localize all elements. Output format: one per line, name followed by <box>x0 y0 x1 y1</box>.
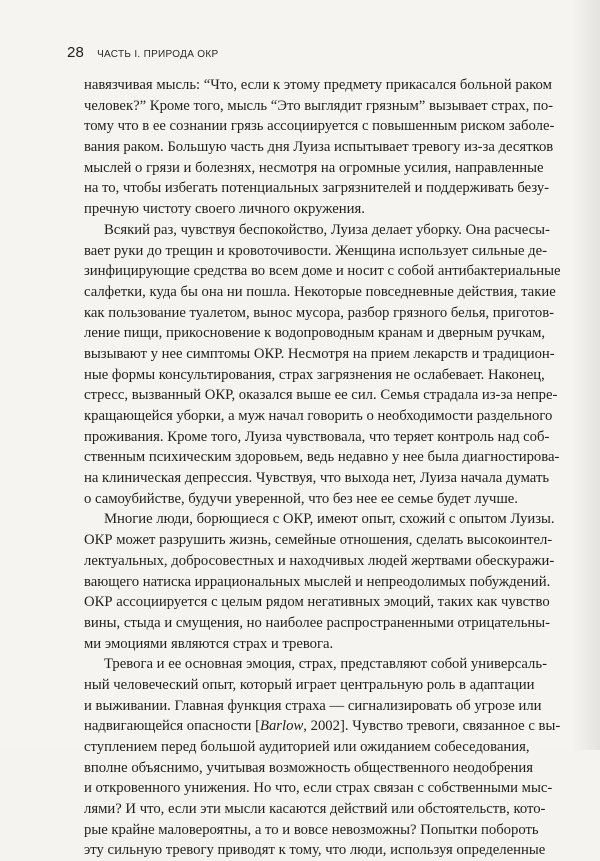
text-line: и откровенного унижения. Но что, если страх связан с собственными мыс- <box>84 780 553 797</box>
text-segment: , 2002]. Чувство тревоги, связанное с вы- <box>303 718 561 735</box>
text-line: салфетки, куда бы она ни пошла. Некоторые повседневные действия, такие <box>84 283 556 300</box>
text-line: зинфицирующие средства во всем доме и носит с собой антибактериальные <box>84 263 561 280</box>
text-line: навязчивая мысль: “Что, если к этому предмету прикасался больной раком <box>84 77 552 93</box>
text-line: вает руки до трещин и кровоточивости. Женщина использует сильные де- <box>84 242 548 259</box>
text-line: на клиническая депрессия. Чувствуя, что выхода нет, Луиза начала думать <box>84 470 550 487</box>
chapter-title: ЧАСТЬ I. ПРИРОДА ОКР <box>97 49 219 60</box>
text-line: рые крайне маловероятны, а то и вовсе невозможны? Попытки побороть <box>84 821 539 838</box>
text-line: ные формы консультирования, страх загрязнения не ослабевает. Наконец, <box>84 366 545 383</box>
text-line: вающего натиска иррациональных мыслей и непреодолимых побуждений. <box>84 573 551 590</box>
body-text <box>84 75 561 861</box>
text-line: вполне объяснимо, учитывая возможность общественного неодобрения <box>84 759 533 776</box>
text-line: лями? И что, если эти мысли касаются действий или обстоятельств, кото- <box>84 801 546 818</box>
text-line: Тревога и ее основная эмоция, страх, представляют собой универсаль- <box>104 656 547 673</box>
text-line: тому что в ее сознании грязь ассоциируется с повышенным риском заболе- <box>84 118 555 135</box>
citation-author: Barlow <box>259 718 304 735</box>
text-line: ный человеческий опыт, который играет центральную роль в адаптации <box>84 676 535 693</box>
text-segment: надвигающейся опасности [ <box>84 718 260 735</box>
text-line: ми эмоциями являются страх и тревога. <box>84 635 334 652</box>
running-head <box>67 44 218 68</box>
text-line: и выживании. Главная функция страха — сигнализировать об угрозе или <box>84 697 542 714</box>
text-line: кращающейся уборки, а муж начал говорить о необходимости раздельного <box>84 408 553 424</box>
page-gutter-shadow <box>572 0 600 750</box>
text-line: ление пищи, прикосновение к водопроводным кранам и дверным ручкам, <box>84 325 546 342</box>
text-line: ОКР может разрушить жизнь, семейные отношения, сделать высокоинтел- <box>84 532 553 549</box>
text-line: вания раком. Большую часть дня Луиза испытывает тревогу из-за десятков <box>84 139 554 156</box>
text-line: Многие люди, борющиеся с ОКР, имеют опыт, схожий с опытом Луизы. <box>104 511 555 528</box>
text-line: человек?” Кроме того, мысль “Это выглядит грязным” вызывает страх, по- <box>84 97 554 114</box>
text-line: ОКР ассоциируется с целым рядом негативных эмоций, таких как чувство <box>84 594 550 611</box>
page-number: 28 <box>67 44 85 61</box>
text-line: о самоубийстве, будучи уверенной, что без нее ее семье будет лучше. <box>84 490 518 507</box>
text-line: на то, чтобы избегать потенциальных загрязнителей и поддерживать безу- <box>84 180 550 197</box>
text-line: пречную чистоту своего личного окружения. <box>84 201 365 218</box>
text-line: эту сильную тревогу приводят к тому, что люди, используя определенные <box>84 842 546 859</box>
text-line: лектуальных, добросовестных и находчивых людей жертвами обескуражи- <box>84 552 555 569</box>
text-line: как пользование туалетом, вынос мусора, разбор грязного белья, приготов- <box>84 304 555 321</box>
text-line: ступлением перед большой аудиторией или ожиданием собеседования, <box>84 739 530 755</box>
text-line: мыслей о грязи и болезнях, несмотря на огромные усилия, направленные <box>84 159 544 176</box>
text-line-with-citation <box>84 716 561 737</box>
text-line: проживания. Кроме того, Луиза чувствовала, что теряет контроль над соб- <box>84 428 550 445</box>
text-line: вызывают у нее симптомы ОКР. Несмотря на прием лекарств и традицион- <box>84 345 555 362</box>
text-line: Всякий раз, чувствуя беспокойство, Луиза делает уборку. Она расчесы- <box>104 221 550 238</box>
text-line: вины, стыда и смущения, но наиболее распространенными отрицательны- <box>84 614 551 631</box>
text-line: ственным психическим здоровьем, ведь недавно у нее была диагностирова- <box>84 449 560 466</box>
text-line: стресс, вызванный ОКР, оказался выше ее сил. Семья страдала из-за непре- <box>84 387 558 404</box>
